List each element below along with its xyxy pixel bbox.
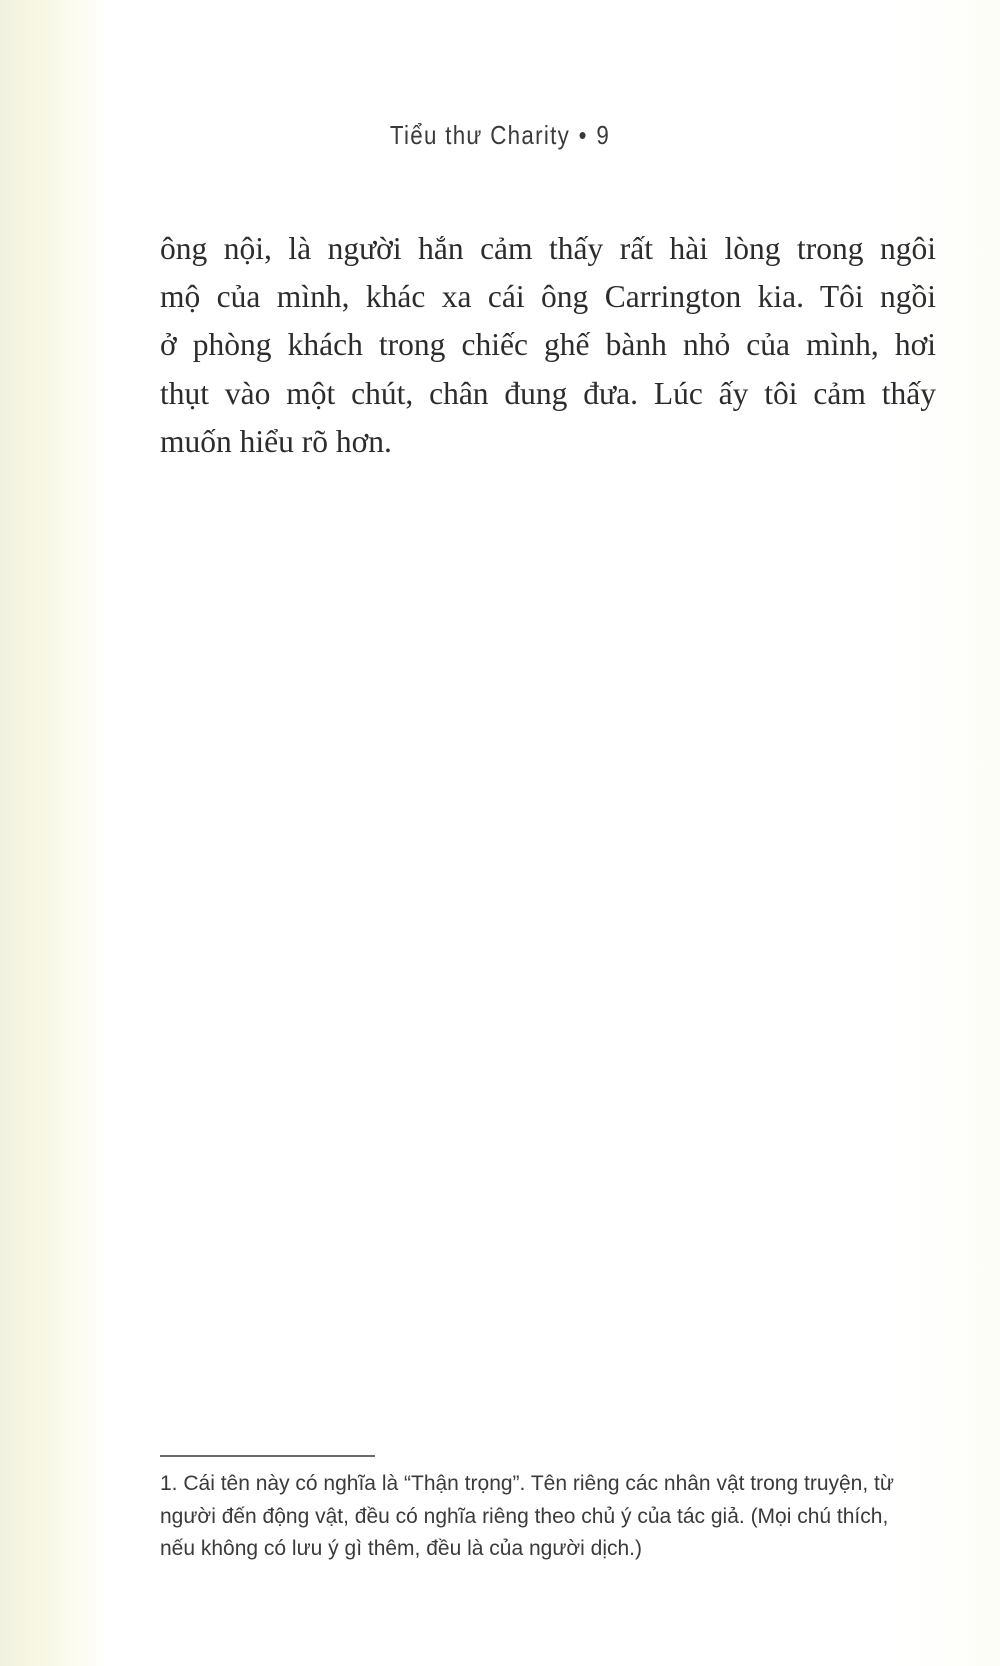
book-title: Tiểu thư Charity bbox=[389, 120, 571, 150]
dialogue-line bbox=[160, 466, 936, 514]
text-line: mộ của mình, khác xa cái ông Carrington kia. Tôi ngồi bbox=[160, 279, 936, 315]
footnote-line: 1. Cái tên này có nghĩa là “Thận trọng”. Tên riêng các nhân vật trong truyện, từ bbox=[160, 1472, 894, 1495]
header-separator: • bbox=[578, 120, 588, 150]
page-number: 9 bbox=[596, 120, 611, 150]
running-header bbox=[70, 120, 930, 151]
text-line: muốn hiểu rõ hơn. bbox=[160, 423, 392, 459]
body-text bbox=[160, 225, 936, 514]
footnote-line: người đến động vật, đều có nghĩa riêng theo chủ ý của tác giả. (Mọi chú thích, bbox=[160, 1504, 889, 1528]
text-line: thụt vào một chút, chân đung đưa. Lúc ấy tôi cảm thấy bbox=[160, 375, 936, 411]
footnotes bbox=[160, 1468, 944, 1566]
footnote-line: nếu không có lưu ý gì thêm, đều là của người dịch.) bbox=[160, 1537, 642, 1560]
text-line: ông nội, là người hắn cảm thấy rất hài lòng trong ngôi bbox=[160, 231, 936, 266]
footnote-rule bbox=[160, 1455, 375, 1457]
text-line: ở phòng khách trong chiếc ghế bành nhỏ của mình, hơi bbox=[160, 327, 936, 363]
